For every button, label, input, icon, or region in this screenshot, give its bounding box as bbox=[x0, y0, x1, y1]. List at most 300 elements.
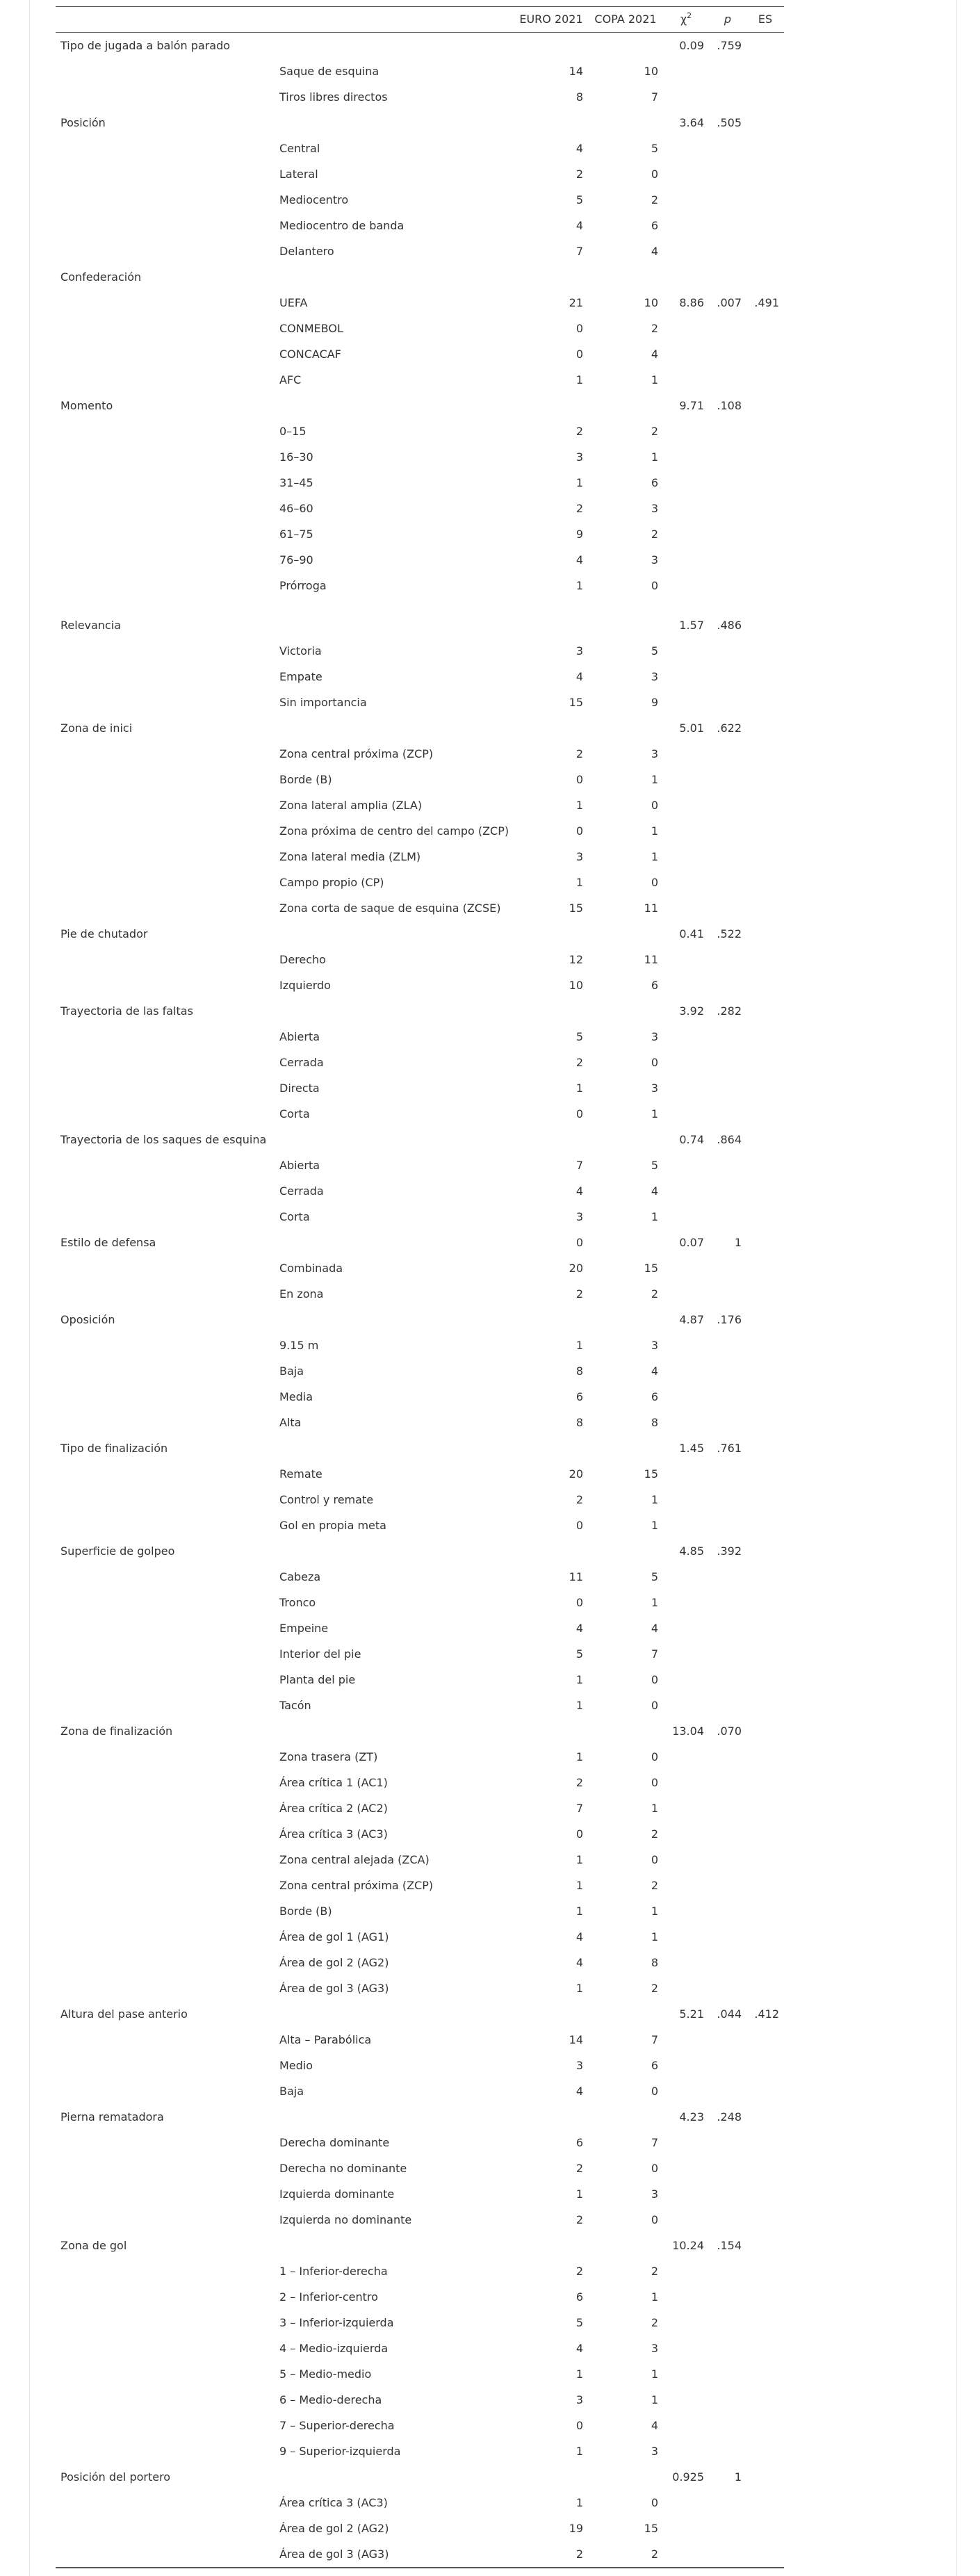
item-row bbox=[56, 1255, 784, 1281]
euro-2021-cell: 6 bbox=[575, 1390, 583, 1403]
item-row bbox=[56, 1075, 784, 1101]
chi-square-cell bbox=[663, 367, 709, 393]
category-cell bbox=[56, 1050, 275, 1075]
item-row bbox=[56, 1744, 784, 1770]
p-value-cell: .864 bbox=[717, 1133, 742, 1146]
category-cell: Zona de finalización bbox=[60, 1725, 173, 1738]
chi-square-cell bbox=[663, 1101, 709, 1127]
chi-square-cell bbox=[663, 2310, 709, 2335]
chi-square-cell bbox=[663, 2413, 709, 2438]
chi-square-cell bbox=[663, 2053, 709, 2078]
category-cell bbox=[56, 341, 275, 367]
chi-square-cell bbox=[663, 213, 709, 238]
subcategory-cell: Sin importancia bbox=[279, 696, 367, 709]
subcategory-cell bbox=[275, 998, 514, 1024]
copa-2021-cell bbox=[588, 2464, 663, 2490]
category-cell bbox=[56, 1615, 275, 1641]
subcategory-cell bbox=[275, 612, 514, 638]
euro-2021-cell: 5 bbox=[575, 1647, 583, 1661]
copa-2021-cell: 0 bbox=[651, 1699, 658, 1712]
chi-square-cell bbox=[663, 58, 709, 84]
p-value-cell bbox=[709, 1513, 746, 1538]
chi-square-cell: 5.21 bbox=[679, 2007, 704, 2021]
category-cell bbox=[56, 2027, 275, 2053]
p-value-cell: .522 bbox=[717, 927, 742, 940]
euro-2021-cell: 1 bbox=[575, 2445, 583, 2458]
item-row bbox=[56, 870, 784, 895]
item-row bbox=[56, 2078, 784, 2104]
chi-square-cell: 1.57 bbox=[679, 619, 704, 632]
euro-2021-cell: 2 bbox=[575, 1056, 583, 1069]
p-value-cell bbox=[709, 1050, 746, 1075]
subcategory-cell: Izquierdo bbox=[279, 979, 331, 992]
category-cell bbox=[56, 2438, 275, 2464]
p-value-cell bbox=[709, 1487, 746, 1513]
chi-square-cell bbox=[663, 161, 709, 187]
chi-square-cell bbox=[663, 1975, 709, 2001]
subcategory-cell: Derecha dominante bbox=[279, 2136, 390, 2149]
effect-size-cell bbox=[746, 2310, 784, 2335]
euro-2021-cell: 8 bbox=[575, 1364, 583, 1378]
euro-2021-cell: 4 bbox=[575, 142, 583, 155]
item-row bbox=[56, 664, 784, 690]
p-value-cell: .505 bbox=[717, 116, 742, 129]
category-cell bbox=[56, 972, 275, 998]
p-value-cell bbox=[709, 2335, 746, 2361]
item-row bbox=[56, 1024, 784, 1050]
category-cell bbox=[56, 1847, 275, 1873]
subcategory-cell bbox=[275, 2464, 514, 2490]
chi-square-cell bbox=[663, 767, 709, 792]
euro-2021-cell: 3 bbox=[575, 2393, 583, 2406]
copa-2021-cell: 4 bbox=[651, 2419, 658, 2432]
effect-size-cell bbox=[746, 1564, 784, 1590]
effect-size-cell bbox=[746, 84, 784, 110]
category-cell bbox=[56, 947, 275, 972]
chi-square-cell bbox=[663, 238, 709, 264]
item-row bbox=[56, 2130, 784, 2155]
item-row bbox=[56, 741, 784, 767]
item-row bbox=[56, 1461, 784, 1487]
category-cell bbox=[56, 2207, 275, 2233]
header-row bbox=[56, 7, 784, 33]
subcategory-cell: Tacón bbox=[279, 1699, 311, 1712]
item-row bbox=[56, 818, 784, 844]
p-value-cell: .044 bbox=[717, 2007, 742, 2021]
category-cell bbox=[56, 316, 275, 341]
effect-size-cell bbox=[746, 1950, 784, 1975]
copa-2021-cell bbox=[588, 2104, 663, 2130]
chi-square-cell: 0.07 bbox=[679, 1236, 704, 1249]
subcategory-cell: Área crítica 3 (AC3) bbox=[279, 1827, 388, 1841]
category-cell bbox=[56, 2258, 275, 2284]
item-row bbox=[56, 1641, 784, 1667]
euro-2021-cell: 19 bbox=[569, 2522, 583, 2535]
p-value-cell bbox=[709, 1795, 746, 1821]
header-blank-subcategory bbox=[275, 7, 514, 33]
subcategory-cell: Derecha no dominante bbox=[279, 2162, 407, 2175]
category-cell bbox=[56, 1101, 275, 1127]
chi-square-cell bbox=[663, 2516, 709, 2541]
category-cell bbox=[56, 238, 275, 264]
copa-2021-cell: 6 bbox=[651, 2059, 658, 2072]
p-value-cell: 1 bbox=[734, 1236, 742, 1249]
chi-square-cell bbox=[663, 1513, 709, 1538]
chi-square-cell bbox=[663, 2361, 709, 2387]
chi-square-cell bbox=[663, 316, 709, 341]
category-cell: Momento bbox=[60, 399, 113, 412]
effect-size-cell bbox=[746, 1024, 784, 1050]
chi-square-cell bbox=[663, 1847, 709, 1873]
chi-square-cell: 4.85 bbox=[679, 1544, 704, 1558]
p-value-cell bbox=[709, 1744, 746, 1770]
category-cell: Relevancia bbox=[60, 619, 121, 632]
copa-2021-cell bbox=[588, 1230, 663, 1255]
subcategory-cell: Lateral bbox=[279, 168, 318, 181]
copa-2021-cell: 2 bbox=[651, 193, 658, 206]
euro-2021-cell: 1 bbox=[575, 2187, 583, 2201]
copa-2021-cell: 9 bbox=[651, 696, 658, 709]
item-row bbox=[56, 238, 784, 264]
chi-square-cell bbox=[663, 792, 709, 818]
chi-square-cell bbox=[663, 1281, 709, 1307]
copa-2021-cell bbox=[588, 264, 663, 290]
copa-2021-cell bbox=[588, 33, 663, 59]
p-value-cell bbox=[709, 792, 746, 818]
effect-size-cell bbox=[746, 1975, 784, 2001]
euro-2021-cell: 3 bbox=[575, 644, 583, 658]
p-value-cell: .486 bbox=[717, 619, 742, 632]
effect-size-cell bbox=[746, 2104, 784, 2130]
p-value-cell bbox=[709, 1332, 746, 1358]
copa-2021-cell: 0 bbox=[651, 1673, 658, 1686]
chi-square-cell: 1.45 bbox=[679, 1442, 704, 1455]
chi-square-cell: 0.74 bbox=[679, 1133, 704, 1146]
item-row bbox=[56, 1332, 784, 1358]
chi-square-cell bbox=[663, 1744, 709, 1770]
effect-size-cell bbox=[746, 547, 784, 573]
copa-2021-cell bbox=[588, 393, 663, 418]
chi-square-cell bbox=[663, 1152, 709, 1178]
effect-size-cell bbox=[746, 213, 784, 238]
euro-2021-cell: 1 bbox=[575, 476, 583, 489]
subcategory-cell bbox=[275, 921, 514, 947]
effect-size-cell bbox=[746, 715, 784, 741]
item-row bbox=[56, 1847, 784, 1873]
category-cell bbox=[56, 1667, 275, 1693]
subcategory-cell: Abierta bbox=[279, 1030, 320, 1043]
copa-2021-cell: 0 bbox=[651, 1776, 658, 1789]
category-cell: Pie de chutador bbox=[60, 927, 148, 940]
effect-size-cell bbox=[746, 921, 784, 947]
category-cell bbox=[56, 2361, 275, 2387]
item-row bbox=[56, 2438, 784, 2464]
effect-size-cell bbox=[746, 136, 784, 161]
p-value-cell bbox=[709, 367, 746, 393]
copa-2021-cell: 1 bbox=[651, 2367, 658, 2381]
chi-square-cell bbox=[663, 1770, 709, 1795]
copa-2021-cell: 15 bbox=[644, 1467, 658, 1481]
effect-size-cell bbox=[746, 690, 784, 715]
category-cell: Pierna rematadora bbox=[60, 2110, 164, 2123]
euro-2021-cell bbox=[514, 612, 588, 638]
effect-size-cell bbox=[746, 470, 784, 496]
subcategory-cell: Corta bbox=[279, 1107, 310, 1120]
euro-2021-cell: 0 bbox=[575, 1107, 583, 1120]
subcategory-cell bbox=[275, 1230, 514, 1255]
subcategory-cell: 6 – Medio-derecha bbox=[279, 2393, 382, 2406]
copa-2021-cell: 2 bbox=[651, 425, 658, 438]
category-cell bbox=[56, 1795, 275, 1821]
category-cell bbox=[56, 1513, 275, 1538]
subcategory-cell: Zona central alejada (ZCA) bbox=[279, 1853, 430, 1866]
subcategory-cell: Derecho bbox=[279, 953, 326, 966]
category-cell bbox=[56, 2387, 275, 2413]
euro-2021-cell: 3 bbox=[575, 450, 583, 464]
effect-size-cell bbox=[746, 1538, 784, 1564]
euro-2021-cell: 1 bbox=[575, 1339, 583, 1352]
category-cell bbox=[56, 1744, 275, 1770]
copa-2021-cell: 3 bbox=[651, 670, 658, 683]
category-cell bbox=[56, 767, 275, 792]
category-cell: Confederación bbox=[60, 270, 142, 284]
chi-square-cell bbox=[663, 690, 709, 715]
subcategory-cell: Baja bbox=[279, 2085, 304, 2098]
copa-2021-cell: 2 bbox=[651, 1879, 658, 1892]
effect-size-cell bbox=[746, 2516, 784, 2541]
effect-size-cell bbox=[746, 972, 784, 998]
chi-square-cell bbox=[663, 870, 709, 895]
category-row bbox=[56, 612, 784, 638]
effect-size-cell bbox=[746, 612, 784, 638]
euro-2021-cell: 1 bbox=[575, 1879, 583, 1892]
item-row bbox=[56, 1770, 784, 1795]
item-row bbox=[56, 2335, 784, 2361]
chi-square-cell: 5.01 bbox=[679, 722, 704, 735]
subcategory-cell: 5 – Medio-medio bbox=[279, 2367, 372, 2381]
copa-2021-cell: 1 bbox=[651, 1493, 658, 1506]
category-cell bbox=[56, 2155, 275, 2181]
copa-2021-cell: 0 bbox=[651, 876, 658, 889]
p-value-cell bbox=[709, 521, 746, 547]
chi-square-cell: 0.925 bbox=[672, 2470, 704, 2484]
item-row bbox=[56, 1513, 784, 1538]
subcategory-cell: CONMEBOL bbox=[279, 322, 343, 335]
p-value-cell bbox=[709, 2027, 746, 2053]
category-cell bbox=[56, 1770, 275, 1795]
p-value-cell bbox=[709, 1255, 746, 1281]
copa-2021-cell: 1 bbox=[651, 824, 658, 838]
p-value-cell bbox=[709, 58, 746, 84]
copa-2021-cell: 3 bbox=[651, 2187, 658, 2201]
euro-2021-cell: 2 bbox=[514, 2541, 588, 2568]
subcategory-cell bbox=[275, 1127, 514, 1152]
category-cell bbox=[56, 470, 275, 496]
subcategory-cell bbox=[275, 393, 514, 418]
subcategory-cell: Central bbox=[279, 142, 320, 155]
chi-square-cell bbox=[663, 1204, 709, 1230]
euro-2021-cell: 0 bbox=[575, 1596, 583, 1609]
item-row bbox=[56, 1101, 784, 1127]
item-row bbox=[56, 136, 784, 161]
table-header bbox=[56, 7, 784, 33]
subcategory-cell: Borde (B) bbox=[279, 1905, 332, 1918]
copa-2021-cell: 1 bbox=[651, 1596, 658, 1609]
subcategory-cell: Izquierda no dominante bbox=[279, 2213, 412, 2226]
item-row bbox=[56, 2361, 784, 2387]
euro-2021-cell: 2 bbox=[575, 1287, 583, 1301]
copa-2021-cell: 3 bbox=[651, 2445, 658, 2458]
p-value-cell bbox=[709, 1281, 746, 1307]
subcategory-cell: 16–30 bbox=[279, 450, 313, 464]
p-value-cell bbox=[709, 470, 746, 496]
chi-square-cell bbox=[663, 895, 709, 921]
chi-square-cell: 0.41 bbox=[679, 927, 704, 940]
effect-size-cell bbox=[746, 1410, 784, 1435]
chi-square-cell bbox=[663, 1410, 709, 1435]
euro-2021-cell bbox=[514, 1127, 588, 1152]
euro-2021-cell bbox=[514, 110, 588, 136]
item-row bbox=[56, 341, 784, 367]
euro-2021-cell bbox=[514, 2233, 588, 2258]
p-value-cell bbox=[709, 2361, 746, 2387]
subcategory-cell bbox=[275, 2104, 514, 2130]
effect-size-cell bbox=[746, 1075, 784, 1101]
p-value-cell: .761 bbox=[717, 1442, 742, 1455]
item-row bbox=[56, 844, 784, 870]
category-row bbox=[56, 2104, 784, 2130]
copa-2021-cell bbox=[588, 921, 663, 947]
chi-square-cell bbox=[663, 1024, 709, 1050]
effect-size-cell bbox=[746, 1873, 784, 1898]
euro-2021-cell: 2 bbox=[575, 2162, 583, 2175]
item-row bbox=[56, 1975, 784, 2001]
subcategory-cell: Control y remate bbox=[279, 1493, 374, 1506]
effect-size-cell bbox=[746, 341, 784, 367]
effect-size-cell bbox=[746, 238, 784, 264]
effect-size-cell bbox=[746, 1332, 784, 1358]
p-value-cell: 1 bbox=[734, 2470, 742, 2484]
copa-2021-cell: 0 bbox=[651, 2213, 658, 2226]
subcategory-cell: Área de gol 3 (AG3) bbox=[275, 2541, 514, 2568]
subcategory-cell: 61–75 bbox=[279, 528, 313, 541]
p-value-cell bbox=[709, 767, 746, 792]
item-row bbox=[56, 1487, 784, 1513]
euro-2021-cell: 1 bbox=[575, 1673, 583, 1686]
chi-square-cell bbox=[663, 573, 709, 612]
copa-2021-cell bbox=[588, 1435, 663, 1461]
p-value-cell bbox=[709, 818, 746, 844]
chi-square-cell: 3.92 bbox=[679, 1004, 704, 1018]
item-row bbox=[56, 1152, 784, 1178]
category-cell bbox=[56, 290, 275, 316]
category-cell bbox=[56, 1950, 275, 1975]
p-value-cell bbox=[709, 947, 746, 972]
copa-2021-cell: 4 bbox=[651, 1622, 658, 1635]
chi-square-cell bbox=[663, 136, 709, 161]
euro-2021-cell: 1 bbox=[575, 1699, 583, 1712]
euro-2021-cell: 1 bbox=[575, 1853, 583, 1866]
p-value-cell bbox=[709, 1024, 746, 1050]
effect-size-cell bbox=[746, 2413, 784, 2438]
category-cell bbox=[56, 1641, 275, 1667]
euro-2021-cell: 8 bbox=[575, 90, 583, 104]
category-cell bbox=[56, 818, 275, 844]
category-cell bbox=[56, 2310, 275, 2335]
category-cell bbox=[56, 2130, 275, 2155]
effect-size-cell bbox=[746, 161, 784, 187]
category-cell bbox=[56, 1332, 275, 1358]
euro-2021-cell: 2 bbox=[575, 168, 583, 181]
effect-size-cell bbox=[746, 1152, 784, 1178]
effect-size-cell bbox=[746, 1435, 784, 1461]
p-value-cell bbox=[709, 2310, 746, 2335]
copa-2021-cell: 4 bbox=[651, 348, 658, 361]
chi-square-cell bbox=[663, 84, 709, 110]
category-cell: Trayectoria de los saques de esquina bbox=[60, 1133, 267, 1146]
subcategory-cell: Empate bbox=[279, 670, 322, 683]
euro-2021-cell: 8 bbox=[575, 1416, 583, 1429]
p-value-cell bbox=[709, 2284, 746, 2310]
category-cell bbox=[56, 1487, 275, 1513]
euro-2021-cell bbox=[514, 264, 588, 290]
euro-2021-cell: 7 bbox=[575, 1802, 583, 1815]
p-value-cell bbox=[709, 2130, 746, 2155]
effect-size-cell bbox=[746, 2541, 784, 2568]
euro-2021-cell bbox=[514, 1307, 588, 1332]
p-value-cell: .154 bbox=[717, 2239, 742, 2252]
chi-square-cell bbox=[663, 470, 709, 496]
subcategory-cell: 2 – Inferior-centro bbox=[279, 2290, 378, 2304]
subcategory-cell bbox=[275, 1435, 514, 1461]
euro-2021-cell bbox=[514, 2464, 588, 2490]
copa-2021-cell: 0 bbox=[651, 579, 658, 592]
copa-2021-cell: 0 bbox=[651, 799, 658, 812]
item-row bbox=[56, 690, 784, 715]
chi-square-cell: 4.23 bbox=[679, 2110, 704, 2123]
copa-2021-cell: 0 bbox=[651, 2162, 658, 2175]
category-row bbox=[56, 1307, 784, 1332]
chi-symbol: χ bbox=[680, 13, 687, 26]
effect-size-cell bbox=[746, 844, 784, 870]
chi-square-cell bbox=[663, 1898, 709, 1924]
category-cell bbox=[56, 444, 275, 470]
chi-square-cell bbox=[663, 664, 709, 690]
copa-2021-cell: 10 bbox=[644, 65, 658, 78]
category-cell bbox=[56, 58, 275, 84]
p-value-cell bbox=[709, 2438, 746, 2464]
chi-square-cell bbox=[663, 1075, 709, 1101]
subcategory-cell: Izquierda dominante bbox=[279, 2187, 395, 2201]
copa-2021-cell: 0 bbox=[651, 1056, 658, 1069]
euro-2021-cell: 1 bbox=[575, 1982, 583, 1995]
effect-size-cell bbox=[746, 664, 784, 690]
p-value-cell bbox=[709, 1410, 746, 1435]
p-value-cell bbox=[709, 1615, 746, 1641]
euro-2021-cell: 6 bbox=[575, 2290, 583, 2304]
p-value-cell bbox=[709, 2387, 746, 2413]
copa-2021-cell: 6 bbox=[651, 979, 658, 992]
item-row bbox=[56, 792, 784, 818]
copa-2021-cell bbox=[588, 110, 663, 136]
subcategory-cell bbox=[275, 1538, 514, 1564]
euro-2021-cell: 0 bbox=[575, 1236, 583, 1249]
subcategory-cell bbox=[275, 1307, 514, 1332]
effect-size-cell bbox=[746, 1590, 784, 1615]
category-row bbox=[56, 1718, 784, 1744]
p-value-cell: .176 bbox=[717, 1313, 742, 1326]
subcategory-cell: 7 – Superior-derecha bbox=[279, 2419, 395, 2432]
